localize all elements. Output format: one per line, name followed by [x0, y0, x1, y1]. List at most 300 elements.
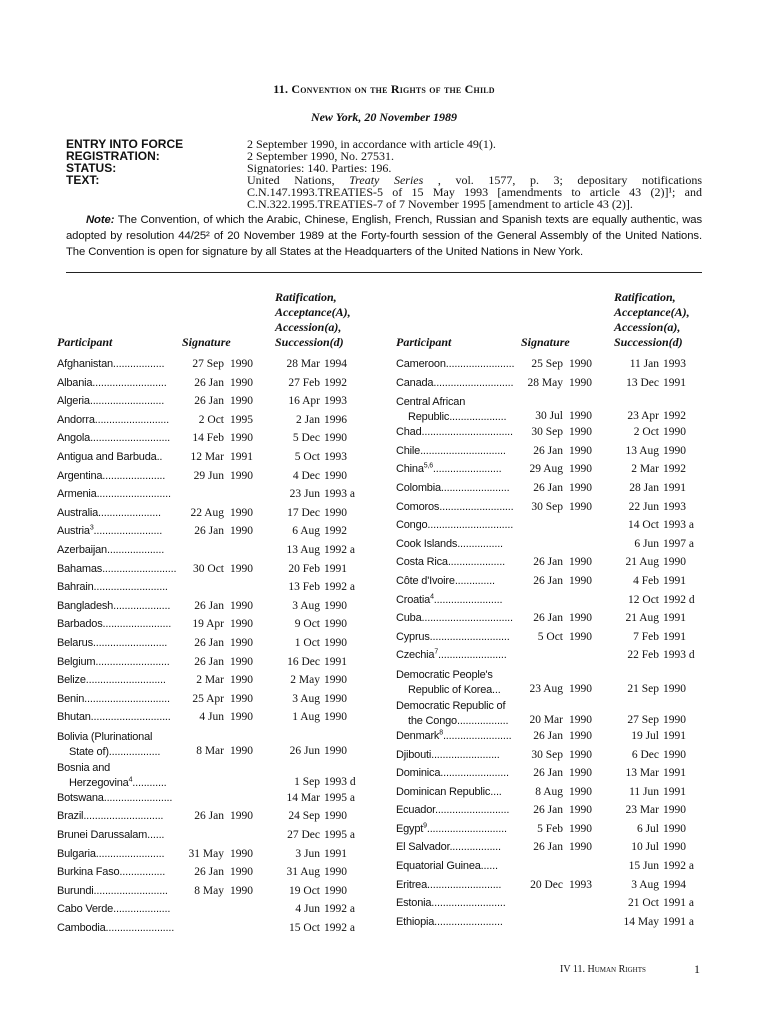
participant-name-text: Colombia — [396, 481, 441, 494]
participant-name-line2: Republic of Korea — [408, 683, 493, 696]
signature-year: 1990 — [230, 525, 253, 538]
participant-name — [57, 377, 167, 389]
leader-dots: .......................... — [93, 884, 168, 897]
ratification-year: 1992 a — [324, 581, 355, 594]
header-ratification-line: Succession(d) — [275, 335, 344, 349]
ratification-date: 21 Oct — [628, 897, 659, 910]
signature-year: 1990 — [569, 630, 592, 643]
participant-name — [57, 848, 164, 860]
signature-year: 1990 — [230, 562, 253, 575]
table-row — [57, 525, 367, 544]
participant-name — [57, 544, 164, 556]
table-row — [57, 810, 367, 829]
signature-date: 27 Sep — [192, 358, 224, 370]
ratification-date: 27 Feb — [288, 376, 320, 389]
participant-name — [57, 432, 170, 444]
table-row — [396, 612, 706, 631]
participant-name-text: Andorra — [57, 413, 95, 426]
ratification-year: 1990 — [324, 599, 347, 612]
signature-date: 26 Jan — [533, 612, 563, 625]
participant-name-text: Ethiopia — [396, 915, 435, 928]
signature-date: 25 Sep — [531, 358, 563, 370]
signature-date: 26 Jan — [194, 866, 224, 879]
ratification-year: 1992 a — [324, 922, 355, 935]
participant-name-text: Côte d'Ivoire — [396, 574, 455, 587]
signature-year: 1990 — [569, 463, 592, 476]
participant-name — [396, 668, 501, 698]
ratification-date: 22 Feb — [627, 649, 659, 662]
participant-name-line2-wrap — [396, 683, 501, 698]
ratification-date: 13 Aug — [625, 444, 659, 457]
signature-date: 30 Sep — [531, 500, 563, 513]
signature-date: 5 Oct — [537, 630, 563, 643]
ratification-date: 4 Dec — [292, 469, 320, 482]
ratification-date: 14 Mar — [286, 791, 320, 804]
ratification-date: 6 Jun — [634, 537, 659, 550]
signature-year: 1990 — [230, 432, 253, 445]
participant-name — [57, 866, 165, 878]
participant-name-line2-wrap — [57, 745, 160, 760]
participant-name-line1: Bosnia and — [57, 761, 111, 774]
signature-year: 1990 — [569, 556, 592, 569]
participant-name-text: Chad — [396, 426, 422, 439]
divider — [66, 272, 702, 273]
participant-name — [396, 860, 498, 872]
table-row — [396, 823, 706, 842]
ratification-date: 7 Feb — [633, 630, 659, 643]
table-row — [396, 594, 706, 613]
leader-dots: ............................ — [426, 822, 507, 835]
ratification-year: 1997 a — [663, 537, 694, 550]
ratification-date: 2 Oct — [633, 426, 659, 439]
signature-year: 1990 — [569, 729, 592, 742]
participant-name-line2-wrap — [396, 410, 506, 425]
participant-name-line2: State of) — [69, 745, 109, 758]
leader-dots: .......................... — [427, 878, 502, 891]
ratification-year: 1992 — [663, 463, 686, 476]
table-row — [57, 358, 367, 377]
leader-dots: ........................ — [431, 748, 500, 761]
leader-dots: ...................... — [98, 506, 161, 519]
participant-name-text: Cabo Verde — [57, 903, 114, 916]
ratification-date: 14 Oct — [628, 519, 659, 532]
signature-date: 26 Jan — [194, 810, 224, 823]
participant-name — [57, 470, 165, 482]
participant-name-text: Brunei Darussalam — [57, 829, 148, 842]
table-row — [396, 426, 706, 445]
ratification-year: 1990 — [324, 884, 347, 897]
leader-dots: ........................ — [440, 481, 510, 494]
participant-name-text: Antigua and Barbuda — [57, 450, 157, 463]
leader-dots: ........................ — [102, 618, 172, 631]
participant-name — [396, 749, 500, 761]
signature-date: 26 Jan — [533, 804, 563, 817]
ratification-date: 11 Jun — [629, 785, 659, 798]
ratification-date: 4 Jun — [295, 903, 320, 916]
signature-date: 26 Jan — [194, 395, 224, 408]
participant-name — [57, 358, 164, 370]
leader-dots: ... — [492, 683, 501, 696]
ratification-date: 16 Apr — [288, 395, 320, 408]
ratification-date: 14 May — [623, 915, 659, 928]
participant-name-line1: Democratic People's — [396, 668, 493, 681]
signature-date: 26 Jan — [194, 655, 224, 668]
ratification-date: 27 Sep — [627, 713, 659, 726]
header-ratification-line: Acceptance(A), — [275, 305, 351, 319]
participant-name — [396, 501, 514, 513]
participant-name-text: Canada — [396, 376, 434, 389]
ratification-year: 1990 — [324, 674, 347, 687]
table-row — [57, 922, 367, 941]
leader-dots: ........................ — [440, 767, 509, 780]
leader-dots: .................. — [112, 358, 165, 370]
table-row — [57, 470, 367, 489]
table-row — [396, 730, 706, 749]
leader-dots: ................ — [457, 537, 503, 550]
table-row — [396, 916, 706, 935]
signature-date: 30 Sep — [531, 426, 563, 439]
ratification-year: 1991 — [663, 767, 686, 780]
ratification-year: 1992 a — [324, 543, 355, 556]
ratification-year: 1993 — [324, 450, 347, 463]
note-paragraph — [66, 212, 702, 260]
participant-name-text: Algeria — [57, 395, 90, 408]
ratification-date: 1 Oct — [294, 636, 320, 649]
header-ratification-line: Succession(d) — [614, 335, 683, 349]
participant-name-text: Ecuador — [396, 804, 435, 817]
table-row — [57, 792, 367, 811]
signature-year: 1990 — [569, 410, 592, 423]
leader-dots: ........................ — [105, 922, 175, 935]
table-row — [396, 631, 706, 650]
leader-dots: .......................... — [434, 804, 510, 817]
leader-dots: .. — [156, 450, 163, 463]
ratification-year: 1990 — [324, 469, 347, 482]
participant-name-text: Azerbaijan — [57, 543, 107, 556]
signature-year: 1995 — [230, 413, 253, 426]
footnote-marker: 8 — [439, 729, 443, 737]
ratification-date: 4 Feb — [633, 574, 659, 587]
table-row — [396, 841, 706, 860]
ratification-year: 1993 — [663, 358, 686, 370]
participant-name-text: Dominica — [396, 767, 441, 780]
participant-name — [57, 885, 168, 897]
signature-date: 26 Jan — [194, 599, 224, 612]
ratification-date: 2 Jan — [296, 413, 320, 426]
participant-name — [396, 395, 506, 425]
ratification-year: 1995 a — [324, 829, 355, 842]
participant-name-text: Bhutan — [57, 711, 91, 724]
leader-dots: ........................ — [103, 791, 173, 804]
signature-date: 26 Jan — [533, 767, 563, 780]
leader-dots: .......................... — [93, 581, 168, 594]
participant-name-text: Egypt — [396, 822, 424, 835]
table-row — [396, 897, 706, 916]
leader-dots: ............................ — [83, 810, 164, 823]
signature-year: 1990 — [230, 847, 253, 860]
participant-name — [396, 612, 513, 624]
leader-dots: .......................... — [89, 395, 165, 408]
signature-year: 1990 — [230, 711, 253, 724]
table-row — [57, 581, 367, 600]
signature-date: 26 Jan — [533, 481, 563, 494]
ratification-year: 1992 — [324, 376, 347, 389]
participant-name — [57, 488, 171, 500]
leader-dots: ............................ — [90, 432, 171, 445]
header-ratification-line: Ratification, — [275, 290, 337, 304]
participant-name-text: Armenia — [57, 488, 97, 501]
leader-dots: .................... — [449, 411, 507, 424]
leader-dots: .......................... — [95, 655, 170, 668]
ratification-date: 3 Jun — [295, 847, 320, 860]
meta-label: ENTRY INTO FORCE — [66, 137, 184, 151]
participant-name-text: Burundi — [57, 884, 94, 897]
participant-name-text: Bahamas — [57, 562, 103, 575]
participant-name-text: Benin — [57, 692, 85, 705]
signature-year: 1990 — [230, 674, 253, 687]
footnote-marker: 4 — [430, 592, 434, 600]
ratification-date: 13 Aug — [286, 543, 320, 556]
signature-date: 20 Dec — [530, 878, 563, 891]
table-row — [57, 414, 367, 433]
ratification-date: 19 Oct — [289, 884, 320, 897]
footer-section: IV 11. Human Rights — [560, 964, 646, 975]
table-row — [396, 395, 706, 426]
treaty-metadata — [66, 138, 702, 210]
meta-label: TEXT: — [66, 173, 100, 187]
participant-name-line2-wrap — [57, 776, 167, 791]
participant-name — [396, 519, 513, 531]
ratification-year: 1992 d — [663, 593, 695, 606]
table-row — [57, 829, 367, 848]
participant-name-text: Cyprus — [396, 630, 430, 643]
ratification-date: 22 Jun — [628, 500, 659, 513]
ratification-year: 1991 a — [663, 915, 694, 928]
signature-year: 1990 — [230, 810, 253, 823]
participant-name-text: Belgium — [57, 655, 96, 668]
signature-year: 1990 — [230, 376, 253, 389]
signature-year: 1990 — [569, 376, 592, 389]
ratification-date: 31 Aug — [286, 866, 320, 879]
table-row — [57, 903, 367, 922]
table-row — [57, 637, 367, 656]
signature-date: 8 Mar — [196, 744, 224, 757]
ratification-year: 1991 — [663, 481, 686, 494]
page-title: 11. Convention on the Rights of the Child — [273, 82, 495, 96]
leader-dots: .................. — [108, 745, 161, 758]
leader-dots: ........................ — [95, 847, 165, 860]
ratification-year: 1991 — [324, 562, 347, 575]
table-row — [396, 767, 706, 786]
ratification-year: 1991 — [324, 655, 347, 668]
ratification-year: 1992 — [324, 525, 347, 538]
signature-year: 1990 — [569, 481, 592, 494]
signature-year: 1990 — [569, 748, 592, 761]
participant-name — [57, 829, 164, 841]
table-row — [57, 848, 367, 867]
participant-name — [57, 525, 162, 537]
ratification-date: 19 Jul — [631, 729, 659, 742]
ratification-year: 1990 — [324, 744, 347, 757]
participant-name — [57, 761, 167, 791]
leader-dots: ........................ — [433, 593, 503, 606]
leader-dots: .............. — [454, 574, 495, 587]
table-row — [57, 866, 367, 885]
header-ratification-line: Accession(a), — [614, 320, 681, 334]
signature-date: 8 May — [194, 884, 224, 897]
header-signature-right: Signature — [521, 335, 570, 349]
signature-year: 1990 — [569, 426, 592, 439]
table-row — [396, 649, 706, 668]
participant-name — [57, 693, 170, 705]
leader-dots: .......................... — [102, 562, 177, 575]
table-row — [396, 482, 706, 501]
ratification-year: 1991 — [663, 729, 686, 742]
ratification-date: 1 Aug — [292, 711, 320, 724]
signature-date: 19 Apr — [192, 618, 224, 631]
ratification-date: 6 Jul — [636, 822, 659, 835]
note-text: The Convention, of which the Arabic, Chinese, English, French, Russian and Spanish texts are equally authentic, was adopted by resolution 44/25² of 20 November 1989 at the Forty-fourth session of the General Assembly of the United Nations. The Convention is open for signature by all States at the Headquarters of the United Nations in New York. — [66, 214, 702, 258]
table-row — [396, 786, 706, 805]
ratification-date: 23 Apr — [627, 410, 659, 423]
participant-name — [396, 823, 507, 835]
header-ratification-right — [614, 290, 690, 350]
table-row — [57, 674, 367, 693]
table-row — [57, 432, 367, 451]
signature-date: 26 Jan — [194, 636, 224, 649]
ratification-year: 1990 — [663, 822, 686, 835]
leader-dots: .......................... — [94, 413, 169, 426]
signature-date: 26 Jan — [194, 525, 224, 538]
leader-dots: ............................ — [429, 630, 510, 643]
table-row — [57, 488, 367, 507]
signature-year: 1990 — [569, 767, 592, 780]
ratification-year: 1991 a — [663, 897, 694, 910]
signature-year: 1991 — [230, 450, 253, 463]
participant-name-text: Congo — [396, 519, 428, 532]
table-row — [57, 395, 367, 414]
participant-name — [57, 810, 163, 822]
ratification-date: 23 Jun — [289, 488, 320, 501]
signature-year: 1990 — [569, 444, 592, 457]
ratification-date: 26 Jun — [289, 744, 320, 757]
participant-name-text: Equatorial Guinea — [396, 860, 481, 873]
ratification-date: 13 Feb — [288, 581, 320, 594]
participant-name — [57, 903, 170, 915]
participant-name — [57, 563, 176, 575]
participant-name-line2: the Congo — [408, 714, 457, 727]
table-row — [57, 544, 367, 563]
leader-dots: ............................ — [433, 376, 514, 389]
table-row — [57, 730, 367, 761]
page-subtitle: New York, 20 November 1989 — [310, 110, 458, 124]
ratification-date: 13 Mar — [625, 767, 659, 780]
participant-name — [57, 581, 168, 593]
ratification-year: 1991 — [663, 785, 686, 798]
participant-name — [396, 482, 509, 494]
signature-date: 30 Sep — [531, 748, 563, 761]
signature-date: 30 Jul — [535, 410, 563, 423]
header-ratification-line: Acceptance(A), — [614, 305, 690, 319]
signature-date: 26 Jan — [533, 841, 563, 854]
ratification-date: 9 Oct — [294, 618, 320, 631]
ratification-year: 1992 — [663, 410, 686, 423]
participant-name-text: Burkina Faso — [57, 866, 120, 879]
ratification-year: 1990 — [663, 444, 686, 457]
participant-name — [57, 711, 171, 723]
footnote-marker: 9 — [423, 822, 427, 830]
table-row — [57, 761, 367, 792]
meta-value: Signatories: 140. Parties: 196. — [247, 161, 392, 175]
leader-dots: ............................ — [90, 711, 171, 724]
participant-name-text: Costa Rica — [396, 556, 448, 569]
leader-dots: ............................ — [85, 674, 166, 687]
leader-dots: .......................... — [92, 376, 167, 389]
participant-name-text: Belarus — [57, 636, 93, 649]
signature-year: 1990 — [569, 574, 592, 587]
signature-date: 29 Jun — [193, 469, 224, 482]
signature-year: 1990 — [230, 655, 253, 668]
participant-name — [396, 649, 507, 661]
ratification-date: 24 Sep — [288, 810, 320, 823]
meta-value: 2 September 1990, No. 27531. — [247, 149, 394, 163]
participant-name-text: Barbados — [57, 618, 103, 631]
ratification-date: 21 Sep — [627, 682, 659, 695]
participant-name-text: Djibouti — [396, 748, 432, 761]
participant-name-text: El Salvador — [396, 841, 450, 854]
meta-value: 2 September 1990, in accordance with article 49(1). — [247, 137, 496, 151]
participant-name — [57, 656, 170, 668]
ratification-date: 10 Jul — [631, 841, 659, 854]
ratification-year: 1996 — [324, 413, 347, 426]
participant-name-line2-wrap — [396, 714, 508, 729]
participant-name-text: Cuba — [396, 612, 422, 625]
ratification-year: 1990 — [324, 711, 347, 724]
leader-dots: .................. — [449, 841, 501, 854]
participants-table-left — [57, 358, 367, 941]
leader-dots: ........................ — [93, 525, 163, 538]
leader-dots: .................... — [113, 599, 171, 612]
participant-name-text: Austria — [57, 525, 90, 538]
table-row — [396, 377, 706, 396]
signature-date: 26 Jan — [533, 556, 563, 569]
ratification-year: 1993 a — [663, 519, 694, 532]
leader-dots: ................................ — [421, 612, 513, 625]
ratification-date: 3 Aug — [631, 878, 659, 891]
participant-name — [396, 358, 514, 370]
ratification-date: 13 Dec — [626, 376, 659, 389]
participant-name — [57, 637, 167, 649]
participant-name-line2: Herzegovina — [69, 776, 129, 789]
table-row — [57, 656, 367, 675]
ratification-date: 12 Oct — [628, 593, 659, 606]
signature-year: 1990 — [569, 612, 592, 625]
meta-value — [247, 174, 702, 210]
participant-name — [396, 786, 502, 798]
table-row — [396, 879, 706, 898]
ratification-date: 16 Dec — [287, 655, 320, 668]
signature-date: 2 Oct — [198, 413, 224, 426]
leader-dots: .................... — [447, 556, 505, 569]
ratification-year: 1993 d — [324, 775, 356, 788]
ratification-date: 11 Jan — [629, 358, 659, 370]
participant-name-text: Cambodia — [57, 922, 106, 935]
signature-date: 26 Jan — [533, 729, 563, 742]
table-row — [396, 575, 706, 594]
ratification-date: 27 Dec — [287, 829, 320, 842]
ratification-year: 1990 — [324, 432, 347, 445]
table-row — [396, 519, 706, 538]
